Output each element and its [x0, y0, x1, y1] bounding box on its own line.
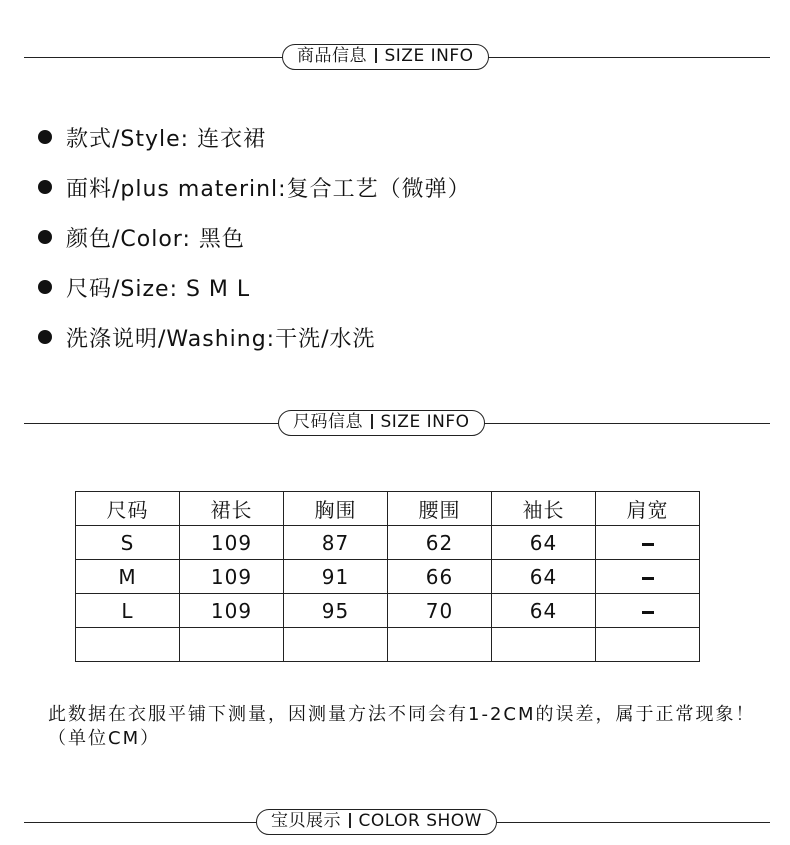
section-title-en: COLOR SHOW: [358, 811, 482, 831]
table-row: [76, 628, 700, 662]
section-header-product-info: [282, 44, 489, 70]
table-cell: 109: [180, 594, 284, 628]
table-cell: 64: [492, 560, 596, 594]
table-cell: [596, 594, 700, 628]
table-cell: 64: [492, 526, 596, 560]
bullet-icon: [38, 230, 52, 244]
table-cell: [596, 628, 700, 662]
section-title-cn: 尺码信息: [293, 412, 363, 432]
separator: [371, 414, 373, 429]
table-row: [76, 560, 700, 594]
table-cell: [596, 560, 700, 594]
column-header: 肩宽: [596, 492, 700, 526]
table-cell: [388, 628, 492, 662]
size-table: [75, 491, 700, 662]
bullet-icon: [38, 330, 52, 344]
bullet-icon: [38, 180, 52, 194]
table-cell: [76, 628, 180, 662]
column-header: 裙长: [180, 492, 284, 526]
table-cell: 70: [388, 594, 492, 628]
column-header: 胸围: [284, 492, 388, 526]
table-cell: [492, 628, 596, 662]
bullet-icon: [38, 130, 52, 144]
table-cell: 64: [492, 594, 596, 628]
table-cell: M: [76, 560, 180, 594]
table-cell: [596, 526, 700, 560]
section-header-color-show: [256, 809, 497, 835]
column-header: 尺码: [76, 492, 180, 526]
attribute-size: 尺码/Size: S M L: [38, 275, 250, 305]
table-cell: 66: [388, 560, 492, 594]
bullet-icon: [38, 280, 52, 294]
attribute-style: 款式/Style: 连衣裙: [38, 125, 266, 155]
table-row: [76, 594, 700, 628]
table-header-row: [76, 492, 700, 526]
table-cell: S: [76, 526, 180, 560]
attribute-fabric: 面料/plus materinl:复合工艺（微弹）: [38, 175, 471, 205]
table-cell: 91: [284, 560, 388, 594]
table-cell: [284, 628, 388, 662]
section-title-en: SIZE INFO: [384, 46, 474, 66]
measurement-note: 此数据在衣服平铺下测量，因测量方法不同会有1-2CM的误差，属于正常现象！（单位CM）: [48, 704, 756, 749]
table-cell: L: [76, 594, 180, 628]
table-cell: 87: [284, 526, 388, 560]
table-cell: 95: [284, 594, 388, 628]
separator: [375, 48, 377, 63]
attribute-color: 颜色/Color: 黑色: [38, 225, 245, 255]
section-title-en: SIZE INFO: [380, 412, 470, 432]
section-title-cn: 宝贝展示: [271, 811, 341, 831]
dash-value: [642, 611, 654, 614]
table-cell: 109: [180, 560, 284, 594]
dash-value: [642, 577, 654, 580]
column-header: 腰围: [388, 492, 492, 526]
table-cell: 62: [388, 526, 492, 560]
column-header: 袖长: [492, 492, 596, 526]
table-cell: [180, 628, 284, 662]
table-cell: 109: [180, 526, 284, 560]
dash-value: [642, 543, 654, 546]
section-title-cn: 商品信息: [297, 46, 367, 66]
separator: [349, 813, 351, 828]
section-header-size-info: [278, 410, 485, 436]
attribute-washing: 洗涤说明/Washing:干洗/水洗: [38, 325, 376, 355]
table-row: [76, 526, 700, 560]
